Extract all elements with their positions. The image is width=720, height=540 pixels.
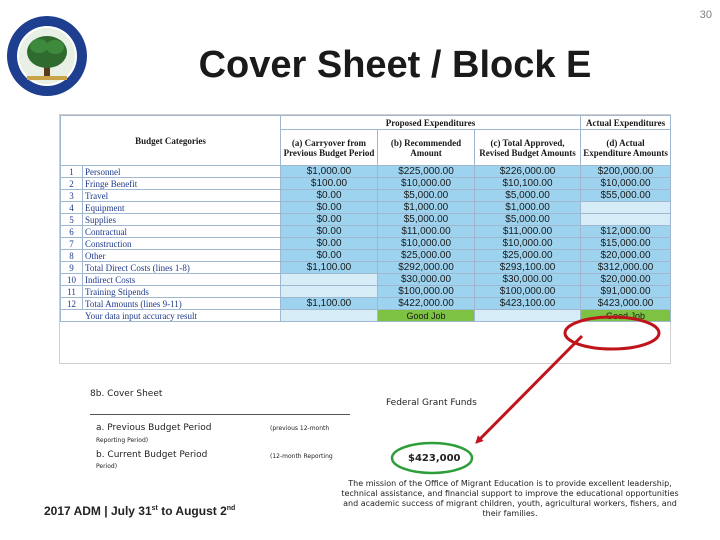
row-amount-c: $293,100.00	[475, 262, 581, 274]
row-amount-d: $423,000.00	[581, 298, 671, 310]
previous-period-note-cont: Reporting Period)	[96, 437, 149, 444]
footer-event-dates	[44, 504, 235, 518]
row-amount-a: $1,100.00	[281, 262, 378, 274]
row-category: Construction	[83, 238, 281, 250]
cover-sheet-form	[90, 381, 510, 485]
row-amount-a: $100.00	[281, 178, 378, 190]
row-category: Training Stipends	[83, 286, 281, 298]
federal-grant-funds-label: Federal Grant Funds	[386, 398, 477, 408]
row-amount-a: $0.00	[281, 190, 378, 202]
row-number: 10	[61, 274, 83, 286]
proposed-expenditures-header: Proposed Expenditures	[281, 116, 581, 130]
table-row	[61, 202, 671, 214]
row-number: 12	[61, 298, 83, 310]
row-amount-d: $12,000.00	[581, 226, 671, 238]
department-of-education-seal	[5, 14, 89, 98]
row-amount-a	[281, 286, 378, 298]
budget-table	[60, 115, 671, 322]
row-number: 7	[61, 238, 83, 250]
row-number: 2	[61, 178, 83, 190]
row-amount-a: $0.00	[281, 226, 378, 238]
row-amount-c: $100,000.00	[475, 286, 581, 298]
row-amount-d: $20,000.00	[581, 250, 671, 262]
row-amount-d: $15,000.00	[581, 238, 671, 250]
row-amount-c: $1,000.00	[475, 202, 581, 214]
row-amount-d: $10,000.00	[581, 178, 671, 190]
row-amount-a: $1,000.00	[281, 166, 378, 178]
row-number: 5	[61, 214, 83, 226]
row-amount-b: $10,000.00	[378, 238, 475, 250]
row-amount-a: $0.00	[281, 238, 378, 250]
row-amount-b: $5,000.00	[378, 214, 475, 226]
table-row	[61, 214, 671, 226]
table-row	[61, 166, 671, 178]
row-amount-c: $10,100.00	[475, 178, 581, 190]
footer-sup-nd: nd	[226, 505, 236, 512]
col-b-header: (b) Recommended Amount	[378, 130, 475, 166]
current-budget-period-label: b. Current Budget Period	[96, 450, 208, 460]
table-row	[61, 226, 671, 238]
row-number: 8	[61, 250, 83, 262]
row-number: 3	[61, 190, 83, 202]
actual-expenditures-header: Actual Expenditures	[581, 116, 671, 130]
row-amount-b: $30,000.00	[378, 274, 475, 286]
cover-sheet-heading: 8b. Cover Sheet	[90, 389, 163, 399]
row-amount-d	[581, 202, 671, 214]
slide-number: 30	[699, 9, 712, 21]
table-row	[61, 238, 671, 250]
row-category: Other	[83, 250, 281, 262]
row-amount-a: $0.00	[281, 202, 378, 214]
table-row	[61, 298, 671, 310]
row-amount-b: $25,000.00	[378, 250, 475, 262]
row-category: Personnel	[83, 166, 281, 178]
row-amount-b: $10,000.00	[378, 178, 475, 190]
col-a-header: (a) Carryover from Previous Budget Period	[281, 130, 378, 166]
row-amount-c: $226,000.00	[475, 166, 581, 178]
row-amount-b: $422,000.00	[378, 298, 475, 310]
row-category: Equipment	[83, 202, 281, 214]
row-amount-d: $55,000.00	[581, 190, 671, 202]
row-category: Indirect Costs	[83, 274, 281, 286]
row-number: 9	[61, 262, 83, 274]
row-amount-d: $91,000.00	[581, 286, 671, 298]
row-category: Total Direct Costs (lines 1-8)	[83, 262, 281, 274]
accuracy-c	[475, 310, 581, 322]
budget-spreadsheet	[60, 115, 670, 363]
row-amount-c: $423,100.00	[475, 298, 581, 310]
row-amount-b: $100,000.00	[378, 286, 475, 298]
row-amount-b: $5,000.00	[378, 190, 475, 202]
row-amount-a	[281, 274, 378, 286]
row-category: Contractual	[83, 226, 281, 238]
col-c-header: (c) Total Approved, Revised Budget Amounts	[475, 130, 581, 166]
row-amount-d: $312,000.00	[581, 262, 671, 274]
row-category: Supplies	[83, 214, 281, 226]
accuracy-d: Good Job	[581, 310, 671, 322]
slide-title: Cover Sheet / Block E	[198, 44, 592, 86]
current-budget-amount: $423,000	[408, 453, 461, 464]
current-period-note: (12-month Reporting	[270, 453, 333, 460]
budget-categories-header: Budget Categories	[61, 116, 281, 166]
current-period-note-cont: Period)	[96, 463, 118, 470]
row-amount-b: $11,000.00	[378, 226, 475, 238]
footer-date-text: 2017 ADM | July 31	[44, 504, 152, 518]
row-amount-c: $11,000.00	[475, 226, 581, 238]
table-row	[61, 286, 671, 298]
row-amount-c: $10,000.00	[475, 238, 581, 250]
row-number: 1	[61, 166, 83, 178]
row-amount-b: $1,000.00	[378, 202, 475, 214]
previous-period-note: (previous 12-month	[270, 425, 330, 432]
row-amount-b: $292,000.00	[378, 262, 475, 274]
previous-budget-period-label: a. Previous Budget Period	[96, 423, 212, 433]
table-row	[61, 274, 671, 286]
table-row	[61, 250, 671, 262]
col-d-header: (d) Actual Expenditure Amounts	[581, 130, 671, 166]
heading-divider	[90, 414, 350, 415]
accuracy-a	[281, 310, 378, 322]
table-row	[61, 178, 671, 190]
accuracy-b: Good Job	[378, 310, 475, 322]
table-row	[61, 190, 671, 202]
row-amount-a: $1,100.00	[281, 298, 378, 310]
row-amount-c: $30,000.00	[475, 274, 581, 286]
row-amount-c: $5,000.00	[475, 190, 581, 202]
row-amount-a: $0.00	[281, 214, 378, 226]
row-number: 6	[61, 226, 83, 238]
row-category: Total Amounts (lines 9-11)	[83, 298, 281, 310]
row-category: Fringe Benefit	[83, 178, 281, 190]
row-number: 11	[61, 286, 83, 298]
mission-statement: The mission of the Office of Migrant Education is to provide excellent leadership, technical assistance, and financial support to improve the educational opportunities and academic success of migrant children, youth, agricultural workers, fishers, and their families.	[341, 479, 679, 518]
budget-rows	[61, 166, 671, 310]
row-amount-c: $25,000.00	[475, 250, 581, 262]
row-amount-b: $225,000.00	[378, 166, 475, 178]
row-amount-a: $0.00	[281, 250, 378, 262]
row-amount-d	[581, 214, 671, 226]
row-number: 4	[61, 202, 83, 214]
row-amount-d: $20,000.00	[581, 274, 671, 286]
footer-sup-st: st	[151, 505, 158, 512]
row-category: Travel	[83, 190, 281, 202]
row-amount-d: $200,000.00	[581, 166, 671, 178]
table-row	[61, 262, 671, 274]
row-amount-c: $5,000.00	[475, 214, 581, 226]
footer-date-mid: to August 2	[157, 504, 227, 518]
accuracy-label: Your data input accuracy result	[61, 310, 281, 322]
